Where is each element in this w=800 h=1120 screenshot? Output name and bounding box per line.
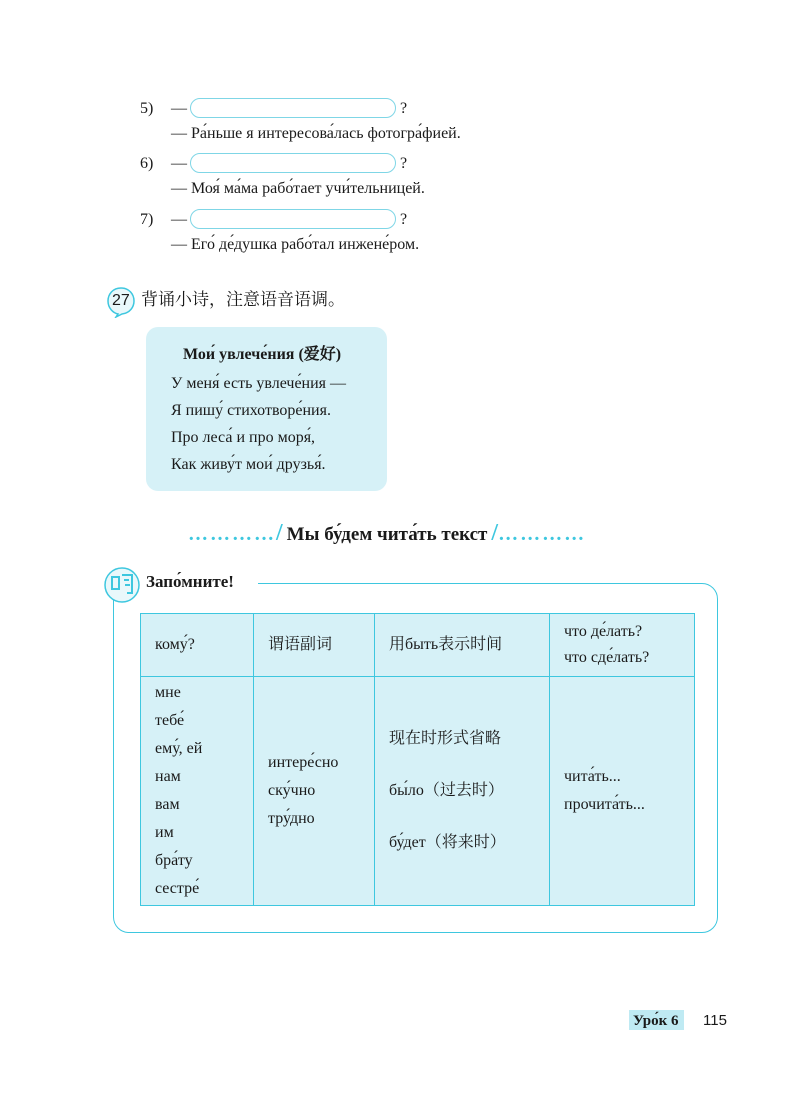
verb-cell (550, 677, 695, 906)
item-number: 6) (140, 155, 154, 172)
memory-badge-icon (103, 566, 141, 604)
item-dash: — (171, 155, 187, 172)
item-dash: — (171, 211, 187, 228)
pronoun-cell (141, 677, 254, 906)
list-item: тебе́ (155, 712, 185, 729)
list-item: бра́ту (155, 852, 193, 869)
list-item: тру́дно (268, 810, 315, 827)
poem-title: Мои́ увлече́ния (爱好) (183, 346, 342, 363)
question-mark: ? (400, 100, 408, 117)
dots-left: ………… (188, 523, 276, 545)
poem-line: Про леса́ и про моря́, (171, 429, 316, 446)
answer-blank[interactable] (190, 209, 396, 229)
answer-text: — Ра́ньше я интересова́лась фотогра́фией. (171, 125, 461, 142)
table-header-row (141, 614, 695, 677)
list-item: мне (155, 684, 181, 701)
slash-left: / (276, 520, 283, 546)
slash-right: / (491, 520, 499, 546)
poem-line: У меня́ есть увлече́ния — (171, 375, 347, 392)
list-item: сестре́ (155, 880, 200, 897)
list-item: чита́ть... (564, 768, 621, 785)
answer-text: — Его́ де́душка рабо́тал инжене́ром. (171, 236, 420, 253)
page-number: 115 (703, 1012, 727, 1029)
grammar-table (140, 613, 695, 906)
question-mark: ? (400, 211, 408, 228)
list-item: ему́, ей (155, 740, 203, 757)
item-dash: — (171, 100, 187, 117)
list-item: 现在时形式省略 (389, 730, 502, 747)
poem-line: Как живу́т мои́ друзья́. (171, 456, 326, 473)
remember-title: Запо́мните! (146, 572, 234, 591)
adverb-cell (254, 677, 375, 906)
dots-right: ………… (498, 523, 587, 545)
list-item: интере́сно (268, 754, 339, 771)
list-item: бу́дет（将来时） (389, 834, 506, 851)
header-cell: что де́лать? что сде́лать? (550, 614, 695, 677)
header-cell: кому́? (141, 614, 254, 677)
list-item: нам (155, 768, 181, 785)
list-item: прочита́ть... (564, 796, 645, 813)
poem-line: Я пишу́ стихотворе́ния. (171, 402, 331, 419)
item-number: 7) (140, 211, 154, 228)
answer-blank[interactable] (190, 98, 396, 118)
tense-cell (375, 677, 550, 906)
answer-text: — Моя́ ма́ма рабо́тает учи́тельницей. (171, 180, 425, 197)
section-title: Мы бу́дем чита́ть текст (286, 524, 488, 545)
task-instruction: 背诵小诗，注意语音语调。 (141, 290, 345, 309)
list-item: бы́ло（过去时） (389, 782, 504, 799)
item-number: 5) (140, 100, 154, 117)
question-mark: ? (400, 155, 408, 172)
table-body-row (141, 677, 695, 906)
answer-blank[interactable] (190, 153, 396, 173)
list-item: вам (155, 796, 180, 813)
list-item: ску́чно (268, 782, 316, 799)
header-cell: 用быть表示时间 (375, 614, 550, 677)
list-item: им (155, 824, 174, 841)
section-header (188, 520, 586, 547)
task-number: 27 (112, 292, 130, 309)
header-cell: 谓语副词 (254, 614, 375, 677)
lesson-label: Уро́к 6 (633, 1013, 679, 1029)
